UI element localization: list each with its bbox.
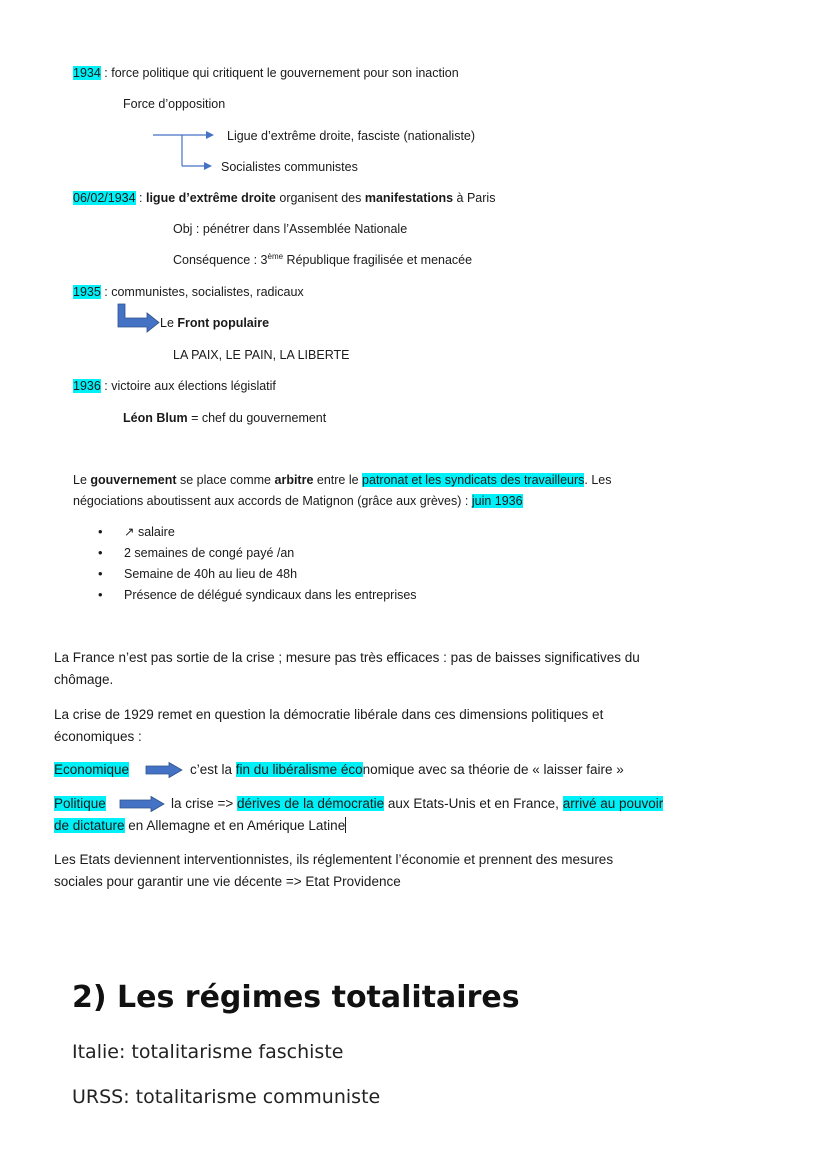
matignon-para-line-1: Le gouvernement se place comme arbitre entre le patronat et les syndicats des travailleurs. Les [73,473,612,487]
bullet-item: • 2 semaines de congé payé /an [98,545,417,566]
blum-line: Léon Blum = chef du gouvernement [123,411,327,425]
politique-line: Politique [54,796,106,811]
economique-text: c’est la fin du libéralisme économique avec sa théorie de « laisser faire » [190,762,624,777]
bullet-item: • Présence de délégué syndicaux dans les entreprises [98,587,417,608]
economique-line: Economique [54,762,130,777]
matignon-bullet-list [98,524,417,608]
etat-providence-line-2: sociales pour garantir une vie décente => Etat Providence [54,874,401,889]
line-06-02-1934: 06/02/1934 : ligue d’extrême droite organisent des manifestations à Paris [73,191,496,205]
line-1935: 1935 : communistes, socialistes, radicaux [73,285,304,299]
highlight-date: 1934 [73,66,101,80]
text-cursor [345,817,346,833]
highlight-date: 1936 [73,379,101,393]
bent-arrow-icon [117,303,161,331]
matignon-para-line-2: négociations aboutissent aux accords de Matignon (grâce aux grèves) : juin 1936 [73,494,523,508]
etat-providence-line-1: Les Etats deviennent interventionnistes, ils réglementent l’économie et prennent des mesures [54,852,614,867]
regime-line-italie: Italie: totalitarisme faschiste [72,1041,344,1063]
line-1936: 1936 : victoire aux élections législatif [73,379,276,393]
consequence-line: Conséquence : 3ème République fragilisée et menacée [173,252,473,267]
opposition-label: Force d’opposition [123,97,226,111]
crise-para-1-line-2: chômage. [54,672,114,687]
crise-para-2-line-1: La crise de 1929 remet en question la démocratie libérale dans ces dimensions politiques et [54,707,604,722]
objective-line: Obj : pénétrer dans l’Assemblée Nationale [173,222,408,236]
bullet-item: • ↗ salaire [98,524,417,545]
crise-para-1-line-1: La France n’est pas sortie de la crise ; mesure pas très efficaces : pas de baisses significatives du [54,650,640,665]
section-heading: 2) Les régimes totalitaires [72,980,520,1015]
crise-para-2-line-2: économiques : [54,729,142,744]
highlight-date: 06/02/1934 [73,191,136,205]
bullet-item: • Semaine de 40h au lieu de 48h [98,566,417,587]
politique-text: la crise => dérives de la démocratie aux Etats-Unis et en France, arrivé au pouvoir [171,796,664,811]
front-populaire-line: Le Front populaire [160,316,270,330]
politique-text-line-2: de dictature en Allemagne et en Amérique Latine [54,818,346,833]
block-arrow-icon [145,762,183,778]
highlight-date: 1935 [73,285,101,299]
branch-arrow-icon [150,127,220,175]
block-arrow-icon [119,796,165,812]
line-1934: 1934 : force politique qui critiquent le gouvernement pour son inaction [73,66,459,80]
branch-item-2: Socialistes communistes [221,160,358,174]
regime-line-urss: URSS: totalitarisme communiste [72,1086,381,1108]
slogan-line: LA PAIX, LE PAIN, LA LIBERTE [173,348,350,362]
branch-item-1: Ligue d’extrême droite, fasciste (nationaliste) [227,129,476,143]
